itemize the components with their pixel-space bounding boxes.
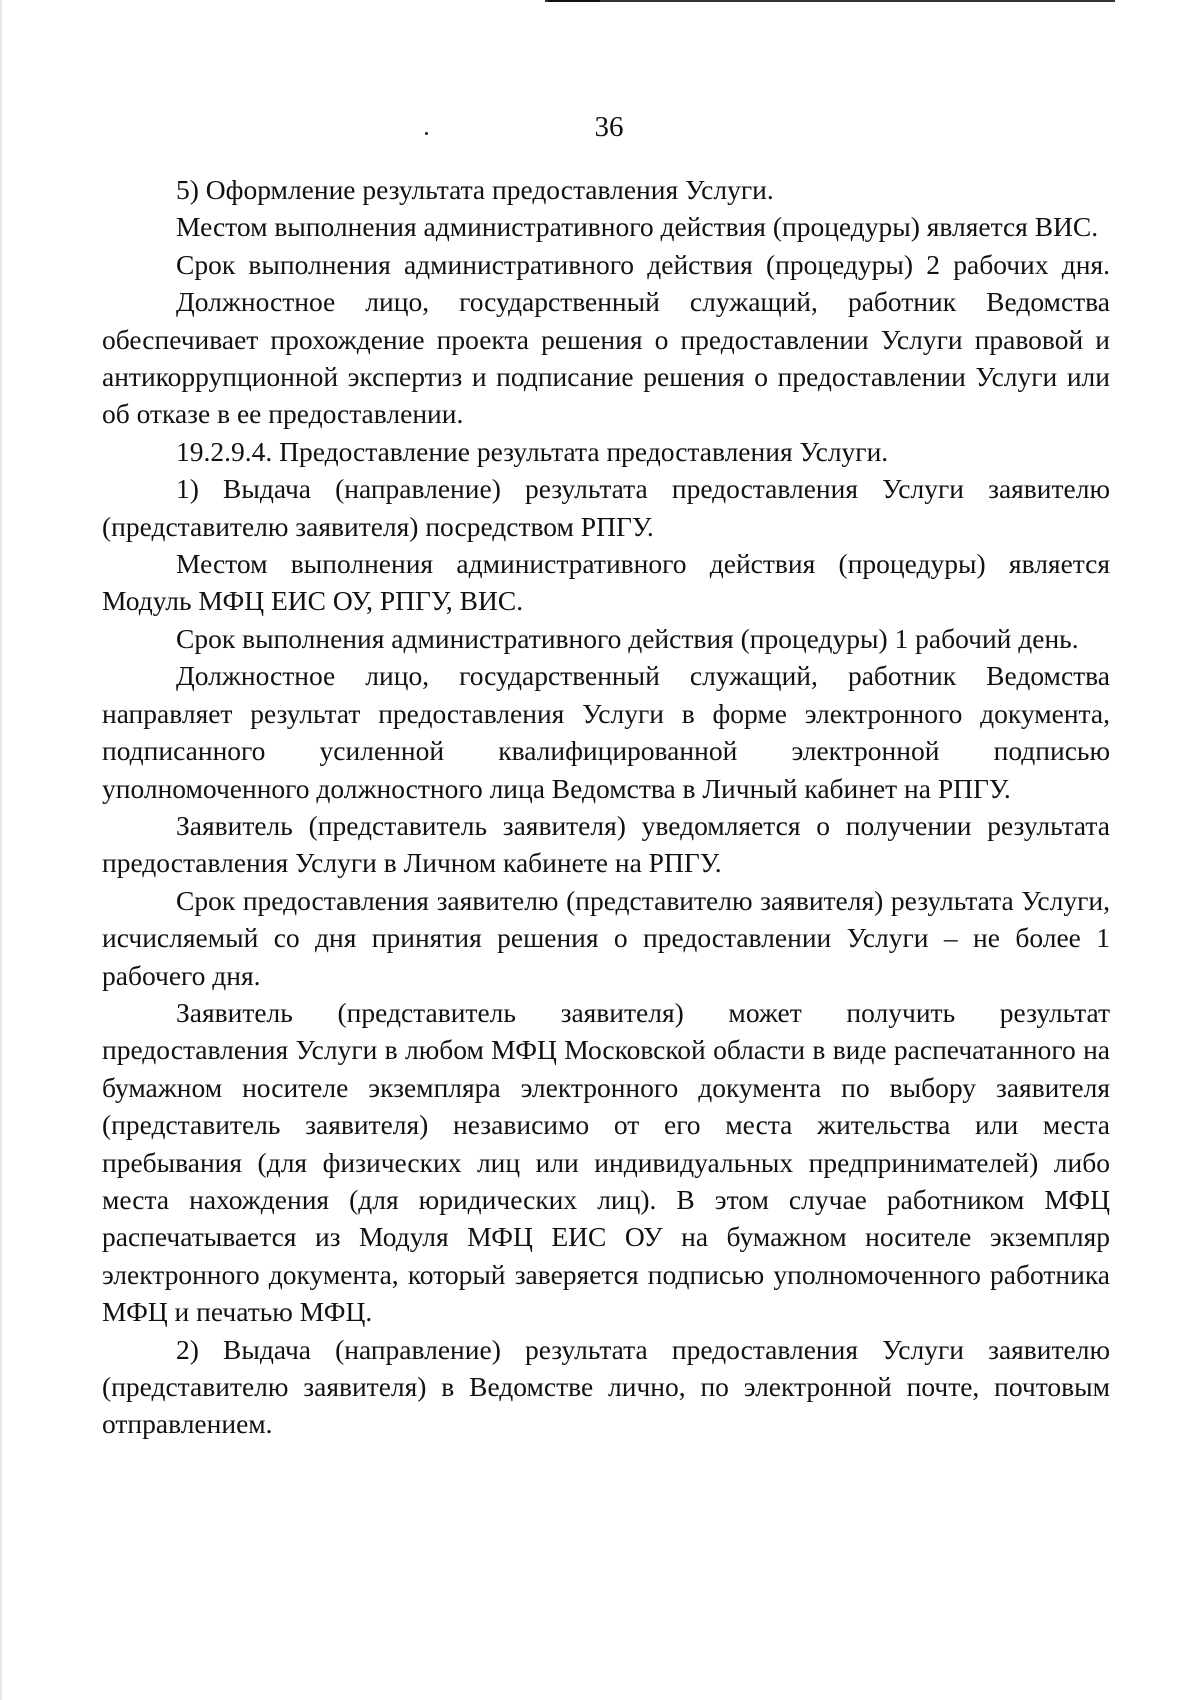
paragraph: Срок выполнения административного действия (процедуры) 1 рабочий день. (176, 622, 1079, 654)
paragraph: 1) Выдача (направление) результата предоставления Услуги заявителю (представителю заявителя) посредством РПГУ. (102, 473, 1110, 542)
top-rule-mark (548, 0, 600, 2)
paragraph: 19.2.9.4. Предоставление результата предоставления Услуги. (176, 435, 889, 467)
paragraph: Заявитель (представитель заявителя) уведомляется о получении результата предоставления Услуги в Личном кабинете на РПГУ. (102, 809, 1110, 879)
document-body (102, 171, 1110, 1443)
paragraph: 2) Выдача (направление) результата предоставления Услуги заявителю (представителю заявителя) в Ведомстве лично, по электронной почте, почтовым отправлением. (102, 1333, 1110, 1440)
paragraph: Местом выполнения административного действия (процедуры) является ВИС. (176, 211, 1099, 243)
top-rule (545, 0, 1115, 2)
paragraph: Срок выполнения административного действия (процедуры) 2 рабочих дня. (176, 248, 1110, 280)
paragraph: Должностное лицо, государственный служащий, работник Ведомства обеспечивает прохождение проекта решения о предоставлении Услуги правовой и антикоррупционной экспертиз и подписание решения о предоставлении Услуги или об отказе в ее предоставлении. (102, 286, 1110, 430)
paragraph: Заявитель (представитель заявителя) может получить результат предоставления Услуги в любом МФЦ Московской области в виде распечатанного на бумажном носителе экземпляра электронного документа по выбору заявителя (представитель заявителя) независимо от его места жительства или места пребывания (для физических лиц или индивидуальных предпринимателей) либо места нахождения (для юридических лиц). В этом случае работником МФЦ распечатывается из Модуля МФЦ ЕИС ОУ на бумажном носителе экземпляр электронного документа, который заверяется подписью уполномоченного работника МФЦ и печатью МФЦ. (102, 996, 1110, 1328)
page-number: 36 (594, 111, 624, 143)
paragraph: 5) Оформление результата предоставления Услуги. (176, 174, 774, 205)
paragraph: Местом выполнения административного действия (процедуры) является Модуль МФЦ ЕИС ОУ, РПГУ, ВИС. (102, 548, 1110, 617)
paragraph: Срок предоставления заявителю (представителю заявителя) результата Услуги, исчисляемый со дня принятия решения о предоставлении Услуги – не более 1 рабочего дня. (102, 884, 1110, 991)
scan-edge (0, 0, 2, 1700)
paragraph: Должностное лицо, государственный служащий, работник Ведомства направляет результат предоставления Услуги в форме электронного документа, подписанного усиленной квалифицированной электронной подписью уполномоченного должностного лица Ведомства в Личный кабинет на РПГУ. (102, 660, 1110, 804)
